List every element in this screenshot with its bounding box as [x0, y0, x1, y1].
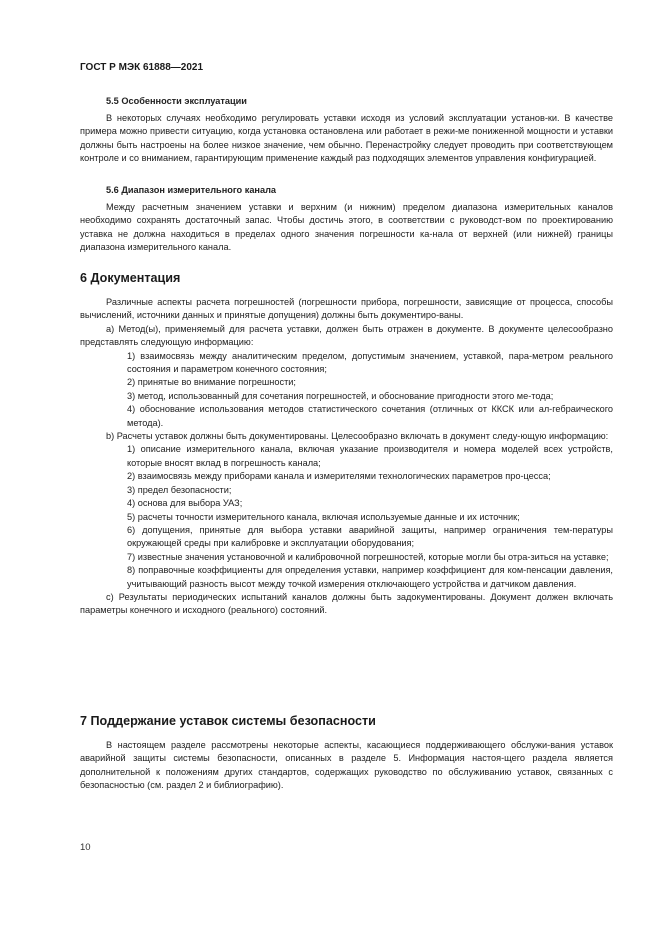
list-item-b7: 7) известные значения установочной и калибровочной погрешностей, которые могли бы отра-зиться на уставке; [127, 551, 609, 562]
list-item-b8: 8) поправочные коэффициенты для определения уставки, например коэффициент для ком-пенсации давления, учитывающий разность высот между точкой измерения отключающего устройства и датчиком давления. [127, 565, 613, 589]
list-item-a4: 4) обоснование использования методов статистического сочетания (отличных от ККСК или ал-гебраического метода). [127, 404, 613, 428]
section-6-title: 6 Документация [80, 271, 181, 285]
section-5-5 [80, 95, 613, 166]
section-7-title: 7 Поддержание уставок системы безопасности [80, 714, 376, 728]
list-item-a1: 1) взаимосвязь между аналитическим пределом, допустимым значением, уставкой, пара-метром реального состояния и параметром конечного состояния; [127, 350, 613, 375]
list-item-b1: 1) описание измерительного канала, включая указание производителя и номера моделей всех устройств, которые вносят вклад в погрешность канала; [127, 444, 613, 468]
section-6 [80, 270, 613, 618]
list-item-b6: 6) допущения, принятые для выбора уставки аварийной защиты, например ограничения тем-пературы окружающей среды при калибровке и эксплуатации оборудования; [127, 524, 613, 549]
list-item-b2: 2) взаимосвязь между приборами канала и измерителями технологических параметров про-цесса; [127, 471, 551, 482]
section-5-6-text: Между расчетным значением уставки и верхним (и нижним) пределом диапазона измерительных каналов необходимо сохранять достаточный запас. Чтобы достичь этого, в соответствии с руководст-вом по проектированию уставка не должна находиться в пределах одного значения погрешности ка-нала от верхней (или нижней) границы диапазона измерительного канала. [80, 202, 613, 253]
list-item-b5: 5) расчеты точности измерительного канала, включая используемые данные и их источник; [127, 511, 520, 522]
list-item-a3: 3) метод, использованный для сочетания погрешностей, и обоснование пригодности этого ме-тода; [127, 390, 554, 401]
page-number: 10 [80, 842, 91, 853]
section-6-b-intro: b) Расчеты уставок должны быть документированы. Целесообразно включать в документ следу-ющую информацию: [106, 431, 609, 442]
section-5-6-title: 5.6 Диапазон измерительного канала [106, 185, 277, 195]
section-5-6 [80, 184, 613, 255]
section-6-a-intro: a) Метод(ы), применяемый для расчета уставки, должен быть отражен в документе. В документе целесообразно представлять следующую информацию: [80, 323, 613, 348]
section-7-text: В настоящем разделе рассмотрены некоторые аспекты, касающиеся поддерживающего обслужи-вания уставок аварийной защиты системы безопасности, описанных в разделе 5. Информация настоя-щего раздела является дополнительной к положениям других стандартов, содержащих руководство по обслуживанию уставок, связанных с безопасностью (см. раздел 2 и библиографию). [80, 740, 613, 791]
list-item-b4: 4) основа для выбора УАЗ; [127, 498, 243, 509]
section-6-c-text: c) Результаты периодических испытаний каналов должны быть задокументированы. Документ должен включать параметры конечного и исходного (реального) состояний. [80, 591, 613, 616]
section-6-intro: Различные аспекты расчета погрешностей (погрешности прибора, погрешности, зависящие от процесса, способы вычислений, источники данных и принятые допущения) должны быть документиро-ваны. [80, 297, 613, 321]
standard-header: ГОСТ Р МЭК 61888—2021 [80, 62, 204, 73]
section-5-5-text: В некоторых случаях необходимо регулировать уставки исходя из условий эксплуатации установ-ки. В качестве примера можно привести ситуацию, когда установка остановлена или работает в режи-ме пониженной мощности и уставки должны быть настроены на более низкое значение, чем обычно. Перенастройку следует проводить при соответствующем контроле и со вниманием, гарантирующим применение каждый раз подходящих элементов управления конфигурацией. [80, 113, 613, 164]
section-7 [80, 713, 613, 793]
section-5-5-title: 5.5 Особенности эксплуатации [106, 96, 247, 106]
list-item-b3: 3) предел безопасности; [127, 484, 232, 495]
list-item-a2: 2) принятые во внимание погрешности; [127, 377, 296, 388]
